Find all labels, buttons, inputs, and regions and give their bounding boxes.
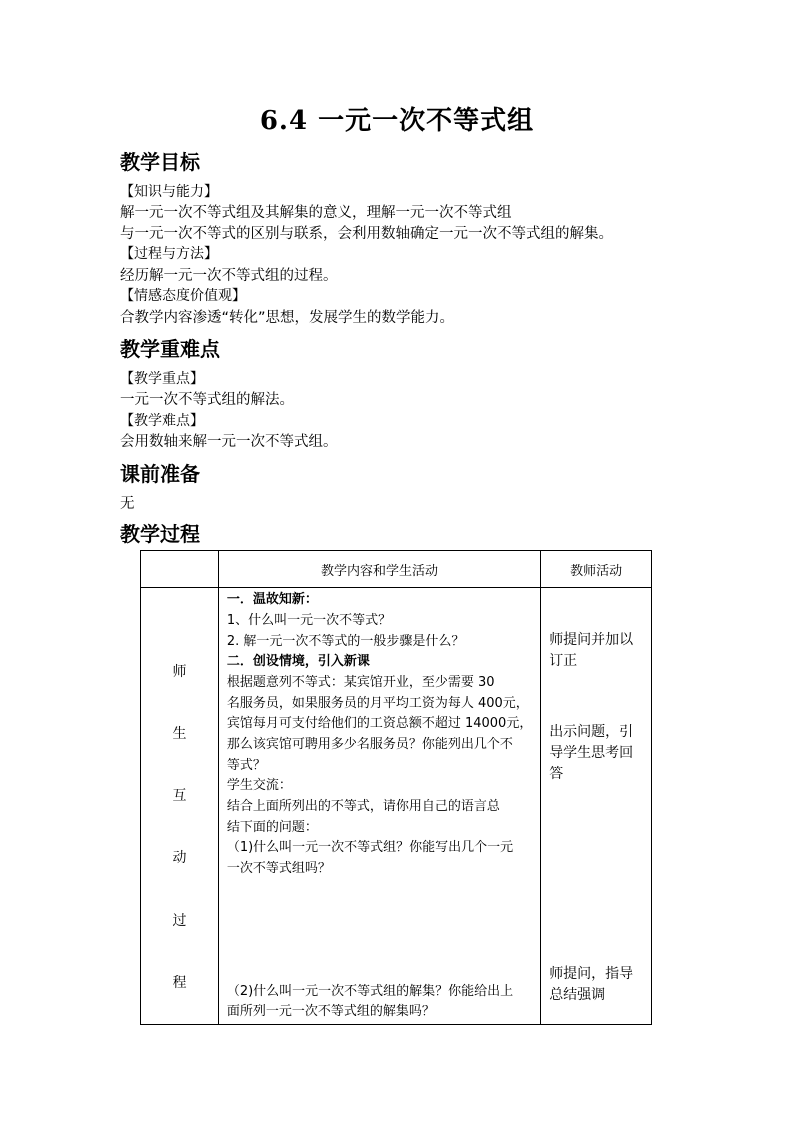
label-attitude: 【情感态度价值观】 <box>120 288 246 304</box>
label-process-method: 【过程与方法】 <box>120 246 218 262</box>
content-line: 2. 解一元一次不等式的一般步骤是什么？ <box>226 634 465 649</box>
content-line: 名服务员，如果服务员的月平均工资为每人 400元， <box>226 696 529 711</box>
content-line: 面所列一元一次不等式组的解集吗？ <box>226 1004 435 1019</box>
content-line: 学生交流： <box>226 778 292 793</box>
content-line: 根据题意列不等式：某宾馆开业，至少需要 30 <box>226 675 495 690</box>
teacher-note: 师提问，指导总结强调 <box>549 966 634 1003</box>
document-title: 6.4 一元一次不等式组 <box>259 106 535 136</box>
content-line: 二．创设情境，引入新课 <box>226 654 370 669</box>
content-line: 一次不等式组吗？ <box>226 861 331 876</box>
side-char: 师 <box>172 664 187 680</box>
content-line: 结下面的问题： <box>226 820 318 835</box>
content-line: 宾馆每月可支付给他们的工资总额不超过 14000元， <box>226 716 533 731</box>
teacher-cell <box>541 588 652 1025</box>
header-cell-teacher: 教师活动 <box>541 551 652 588</box>
header-cell-content: 教学内容和学生活动 <box>218 551 540 588</box>
table-header-row <box>141 551 652 588</box>
heading-key-points: 教学重难点 <box>120 337 220 361</box>
content-line: （1)什么叫一元一次不等式组？你能写出几个一元 <box>226 840 514 855</box>
content-line: 等式？ <box>226 758 266 773</box>
table-body-row <box>141 588 652 1025</box>
content-line: （2)什么叫一元一次不等式组的解集？你能给出上 <box>226 984 514 999</box>
content-line: 那么该宾馆可聘用多少名服务员？你能列出几个不 <box>226 737 513 752</box>
side-char: 生 <box>172 726 187 742</box>
teacher-note: 出示问题，引导学生思考回答 <box>549 724 634 782</box>
heading-objectives: 教学目标 <box>120 150 200 174</box>
teaching-process-table <box>140 550 652 1025</box>
side-char: 过 <box>172 913 187 929</box>
teacher-note: 师提问并加以订正 <box>549 632 634 669</box>
content-cell <box>218 588 540 1025</box>
content-line: 一．温故知新： <box>226 592 318 607</box>
label-difficulty: 【教学难点】 <box>120 413 204 429</box>
content-line: 1、什么叫一元一次不等式？ <box>226 613 392 628</box>
side-char: 程 <box>172 975 187 991</box>
attitude-line: 合教学内容渗透“转化”思想，发展学生的数学能力。 <box>120 310 455 326</box>
side-label-cell <box>141 588 219 1025</box>
label-knowledge: 【知识与能力】 <box>120 184 218 200</box>
knowledge-line-1: 解一元一次不等式组及其解集的意义，理解一元一次不等式组 <box>120 205 512 221</box>
heading-process: 教学过程 <box>120 522 200 546</box>
focus-line: 一元一次不等式组的解法。 <box>120 392 294 408</box>
header-cell-side <box>141 551 219 588</box>
preparation-text: 无 <box>120 496 135 512</box>
content-line: 结合上面所列出的不等式，请你用自己的语言总 <box>226 799 500 814</box>
side-char: 动 <box>172 850 187 866</box>
difficulty-line: 会用数轴来解一元一次不等式组。 <box>120 434 338 450</box>
heading-preparation: 课前准备 <box>120 462 200 486</box>
process-method-line: 经历解一元一次不等式组的过程。 <box>120 268 338 284</box>
label-focus: 【教学重点】 <box>120 371 204 387</box>
side-char: 互 <box>172 788 187 804</box>
knowledge-line-2: 与一元一次不等式的区别与联系，会利用数轴确定一元一次不等式组的解集。 <box>120 226 613 242</box>
